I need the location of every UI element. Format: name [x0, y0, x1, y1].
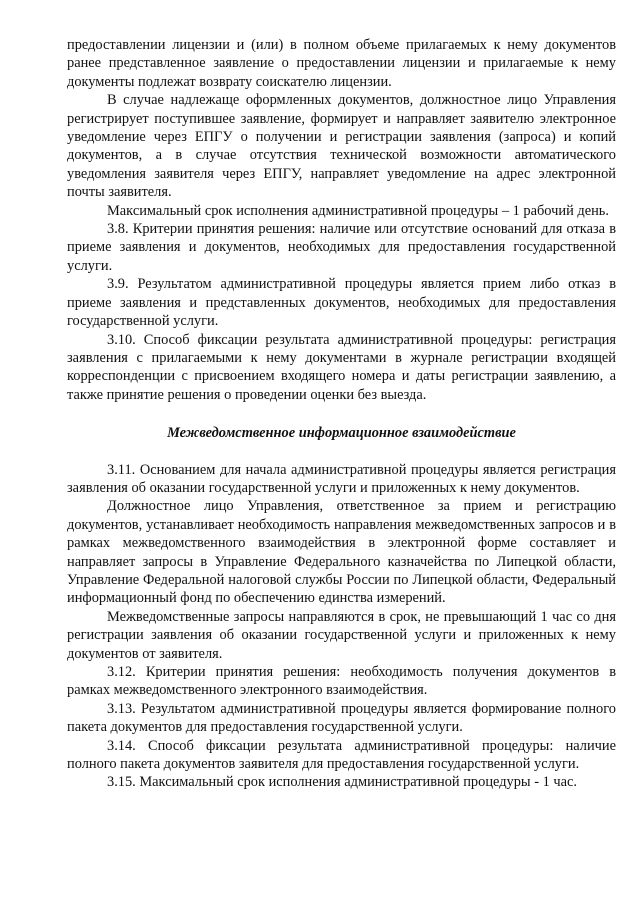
paragraph-license-return: предоставлении лицензии и (или) в полном объеме прилагаемых к нему документов ранее представленное заявление о предоставлении лицензии и прилагаемые к нему документы подлежат возврату соискателю лицензии.	[67, 37, 616, 90]
spacer	[67, 443, 616, 461]
paragraph-max-term-day: Максимальный срок исполнения административной процедуры – 1 рабочий день.	[107, 202, 609, 219]
paragraph-3-9: 3.9. Результатом административной процедуры является прием либо отказ в приеме заявления и представленных документов, необходимых для предоставления государственной услуги.	[67, 276, 616, 330]
paragraph-3-11: 3.11. Основанием для начала административной процедуры является регистрация заявления об оказании государственной услуги и приложенных к нему документов.	[67, 461, 616, 496]
paragraph-registration-notice: В случае надлежаще оформленных документов, должностное лицо Управления регистрирует поступившее заявление, формирует и направляет заявителю электронное уведомление через ЕПГУ о получении и регистрации заявления (запроса) и копий документов, а в случае отсутствия технической возможности автоматического уведомления заявителя через ЕПГУ, направляет уведомление на адрес электронной почты заявителя.	[67, 92, 616, 201]
paragraph-request-term: Межведомственные запросы направляются в срок, не превышающий 1 час со дня регистрации заявления об оказании государственной услуги и приложенных к нему документов от заявителя.	[67, 608, 616, 662]
paragraph-3-8: 3.8. Критерии принятия решения: наличие или отсутствие оснований для отказа в приеме заявления и документов, необходимых для предоставления государственной услуги.	[67, 221, 616, 274]
paragraph-3-12: 3.12. Критерии принятия решения: необходимость получения документов в рамках межведомственного электронного взаимодействия.	[67, 664, 616, 699]
paragraph-official-requests: Должностное лицо Управления, ответственное за прием и регистрацию документов, устанавливает необходимость направления межведомственных запросов и в рамках межведомственного взаимодействия в электронной форме составляет и направляет запросы в Управление Федерального казначейства по Липецкой области, Управление Федеральной налоговой службы России по Липецкой области, Федеральный информационный фонд по обеспечению единства измерений.	[67, 498, 616, 607]
section-heading: Межведомственное информационное взаимодействие	[167, 425, 516, 442]
paragraph-3-15: 3.15. Максимальный срок исполнения административной процедуры - 1 час.	[107, 774, 577, 791]
paragraph-3-13: 3.13. Результатом административной процедуры является формирование полного пакета документов для предоставления государственной услуги.	[67, 700, 616, 736]
paragraph-3-14: 3.14. Способ фиксации результата административной процедуры: наличие полного пакета документов заявителя для предоставления государственной услуги.	[67, 737, 616, 773]
spacer	[67, 404, 616, 424]
paragraph-3-10: 3.10. Способ фиксации результата административной процедуры: регистрация заявления с прилагаемыми к нему документами в журнале регистрации входящей корреспонденции с присвоением входящего номера и даты регистрации заявлению, а также принятие решения о проведении оценки без выезда.	[67, 331, 616, 403]
